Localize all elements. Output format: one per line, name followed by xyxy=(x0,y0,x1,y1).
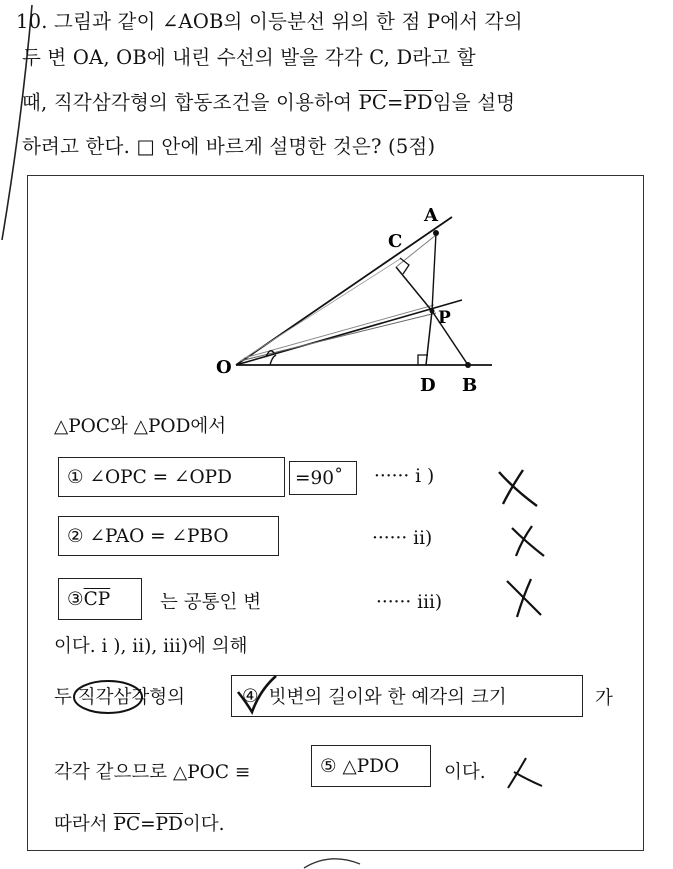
equals-sign: = xyxy=(387,91,404,114)
answer-box-1b: =90˚ xyxy=(289,461,357,495)
question-text-3b: 임을 설명 xyxy=(432,91,516,114)
cong-prefix: 각각 같으므로 △POC ≡ xyxy=(54,762,251,783)
label-a: A xyxy=(424,205,438,226)
conclusion-eq: = xyxy=(140,814,156,835)
both-prefix: 두 직각삼각형의 xyxy=(54,687,185,708)
answer-box-4 xyxy=(231,675,583,717)
item3-label: ······ iii) xyxy=(376,592,443,613)
conclusion-after: 이다. xyxy=(182,814,225,835)
x-mark-icon xyxy=(500,754,546,792)
question-line-1 xyxy=(16,8,523,36)
segment-ap xyxy=(432,233,436,311)
x-mark-icon xyxy=(506,522,550,562)
geometry-figure xyxy=(200,195,520,405)
answer-box-3 xyxy=(58,578,142,620)
item3-segment: $\overline{CP}$ xyxy=(83,588,111,610)
segment-pd-line xyxy=(426,311,432,365)
x-mark-icon xyxy=(493,466,541,510)
item4-after: 가 xyxy=(595,688,613,709)
proof-by-line: 이다. i ), ii), iii)에 의해 xyxy=(54,636,248,657)
label-p: P xyxy=(438,308,451,328)
segment-pc-line xyxy=(396,267,432,311)
item4-number: ④ xyxy=(242,685,259,707)
label-d: D xyxy=(420,375,436,396)
bisector-op xyxy=(236,300,462,365)
question-text-1: 그림과 같이 ∠AOB의 이등분선 위의 한 점 P에서 각의 xyxy=(54,10,523,33)
answer-box-1: ① ∠OPC = ∠OPD xyxy=(58,457,285,497)
proof-intro: △POC와 △POD에서 xyxy=(54,416,227,437)
conclusion-pc: $\overline{PC}$ xyxy=(113,814,141,835)
segment-pd: $\overline{PD}$ xyxy=(403,91,433,114)
answer-box-5: ⑤ △PDO xyxy=(311,745,431,787)
circle-annotation-icon xyxy=(70,676,148,718)
question-number: 10. xyxy=(16,10,48,33)
segment-pc: $\overline{PC}$ xyxy=(358,91,388,114)
label-c: C xyxy=(388,231,403,252)
label-o: O xyxy=(216,357,232,378)
item4-text: 빗변의 길이와 한 예각의 크기 xyxy=(268,687,507,708)
question-line-4: 하려고 한다. □ 안에 바르게 설명한 것은? (5점) xyxy=(22,135,436,158)
conclusion-line xyxy=(54,812,225,838)
x-mark-icon xyxy=(503,575,547,621)
cong-after: 이다. xyxy=(444,762,486,783)
item3-text: 는 공통인 변 xyxy=(160,592,262,613)
question-line-2: 두 변 OA, OB에 내린 수선의 발을 각각 C, D라고 할 xyxy=(22,46,476,69)
pen-stroke-icon xyxy=(300,850,380,869)
conclusion-pd: $\overline{PD}$ xyxy=(155,814,183,835)
conclusion-prefix: 따라서 xyxy=(54,814,114,835)
answer-box-2: ② ∠PAO = ∠PBO xyxy=(58,516,279,556)
item2-label: ······ ii) xyxy=(372,528,433,549)
check-mark-icon xyxy=(232,672,280,718)
question-line-3 xyxy=(22,89,515,117)
label-b: B xyxy=(462,375,478,396)
item3-number: ③ xyxy=(67,588,84,610)
item1-label: ······ i ) xyxy=(374,466,435,487)
question-text-3a: 때, 직각삼각형의 합동조건을 이용하여 xyxy=(22,91,359,114)
